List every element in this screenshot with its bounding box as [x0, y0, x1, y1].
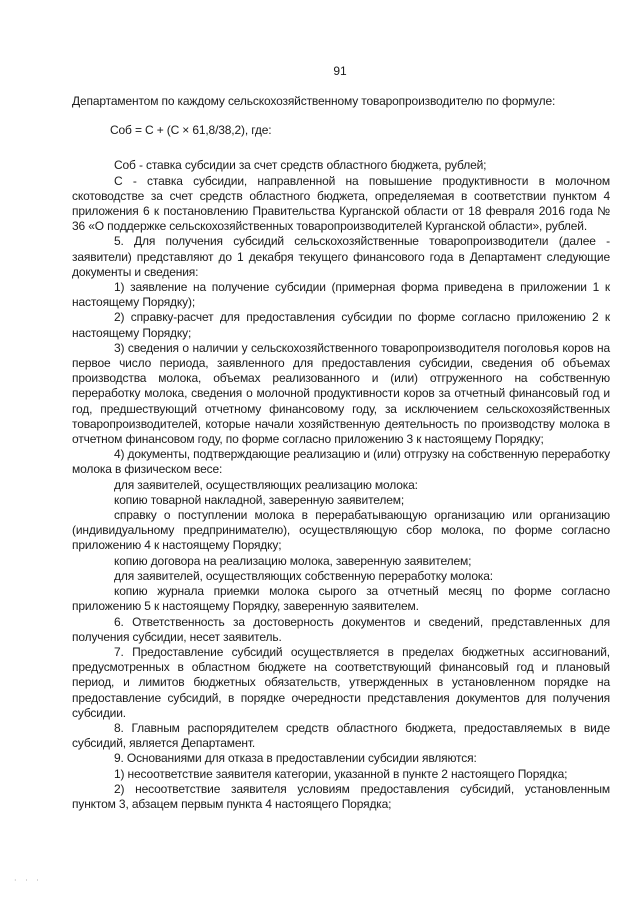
paragraph-sale-applicants: для заявителей, осуществляющих реализацию молока:: [114, 477, 418, 492]
paragraph-item-5-4: 4) документы, подтверждающие реализацию и (или) отгрузку на собственную переработку молока в физическом весе:: [72, 447, 610, 477]
paragraph-item-5: 5. Для получения субсидий сельскохозяйственные товаропроизводители (далее - заявители) представляют до 1 декабря текущего финансового года в Департамент следующие документы и сведения:: [72, 234, 610, 279]
scan-artifact: · · ·: [14, 876, 42, 885]
paragraph-milk-receipt: справку о поступлении молока в перерабатывающую организацию или организацию (индивидуальному предпринимателю), осуществляющую сбор молока, по форме согласно приложению 4 к настоящему Порядку;: [72, 508, 610, 553]
page-number: 91: [333, 64, 347, 78]
paragraph-item-5-1: 1) заявление на получение субсидии (примерная форма приведена в приложении 1 к настоящему Порядку);: [72, 280, 610, 310]
formula: Соб = С + (С × 61,8/38,2), где:: [110, 123, 272, 138]
paragraph-processing-applicants: для заявителей, осуществляющих собственную переработку молока:: [114, 568, 493, 583]
paragraph-item-6: 6. Ответственность за достоверность документов и сведений, представленных для получения субсидии, несет заявитель.: [72, 614, 610, 644]
paragraph-definition-sob: Соб - ставка субсидии за счет средств областного бюджета, рублей;: [114, 158, 487, 173]
document-body: [72, 94, 610, 812]
paragraph-item-5-3: 3) сведения о наличии у сельскохозяйственного товаропроизводителя поголовья коров на первое число периода, заявленного для предоставления субсидии, сведения об объемах производства молока, объемах реализованного и (или) отгруженного на собственную переработку молока, сведения о молочной продуктивности коров за отчетный финансовый год и год, предшествующий отчетному финансовому году, за исключением сельскохозяйственных товаропроизводителей, которые начали хозяйственную деятельность по производству молока в отчетном финансовом году, по форме согласно приложению 3 к настоящему Порядку;: [72, 340, 610, 447]
paragraph-intro: Департаментом по каждому сельскохозяйственному товаропроизводителю по формуле:: [72, 94, 556, 108]
paragraph-contract-copy: копию договора на реализацию молока, заверенную заявителем;: [114, 553, 472, 568]
paragraph-definition-c: С - ставка субсидии, направленной на повышение продуктивности в молочном скотоводстве за счет средств областного бюджета, определяемая в соответствии пунктом 4 приложения 6 к постановлению Правительства Курганской области от 18 февраля 2016 года № 36 «О поддержке сельскохозяйственных товаропроизводителей Курганской области», рублей.: [72, 173, 610, 234]
paragraph-item-8: 8. Главным распорядителем средств областного бюджета, предоставляемых в виде субсидий, является Департамент.: [72, 720, 610, 751]
paragraph-item-9: 9. Основаниями для отказа в предоставлении субсидии являются:: [114, 751, 477, 766]
paragraph-journal-copy: копию журнала приемки молока сырого за отчетный месяц по форме согласно приложению 5 к настоящему Порядку, заверенную заявителем.: [72, 584, 610, 614]
paragraph-invoice-copy: копию товарной накладной, заверенную заявителем;: [114, 492, 405, 507]
paragraph-item-9-2: 2) несоответствие заявителя условиям предоставления субсидий, установленным пунктом 3, абзацем первым пункта 4 настоящего Порядка;: [72, 781, 610, 811]
paragraph-item-5-2: 2) справку-расчет для предоставления субсидии по форме согласно приложению 2 к настоящему Порядку;: [72, 310, 610, 340]
paragraph-item-9-1: 1) несоответствие заявителя категории, указанной в пункте 2 настоящего Порядка;: [114, 766, 568, 781]
paragraph-item-7: 7. Предоставление субсидий осуществляется в пределах бюджетных ассигнований, предусмотренных в областном бюджете на соответствующий финансовый год и плановый период, и лимитов бюджетных обязательств, утвержденных в установленном порядке на предоставление субсидий, в порядке очередности представления документов для получения субсидии.: [72, 644, 610, 720]
